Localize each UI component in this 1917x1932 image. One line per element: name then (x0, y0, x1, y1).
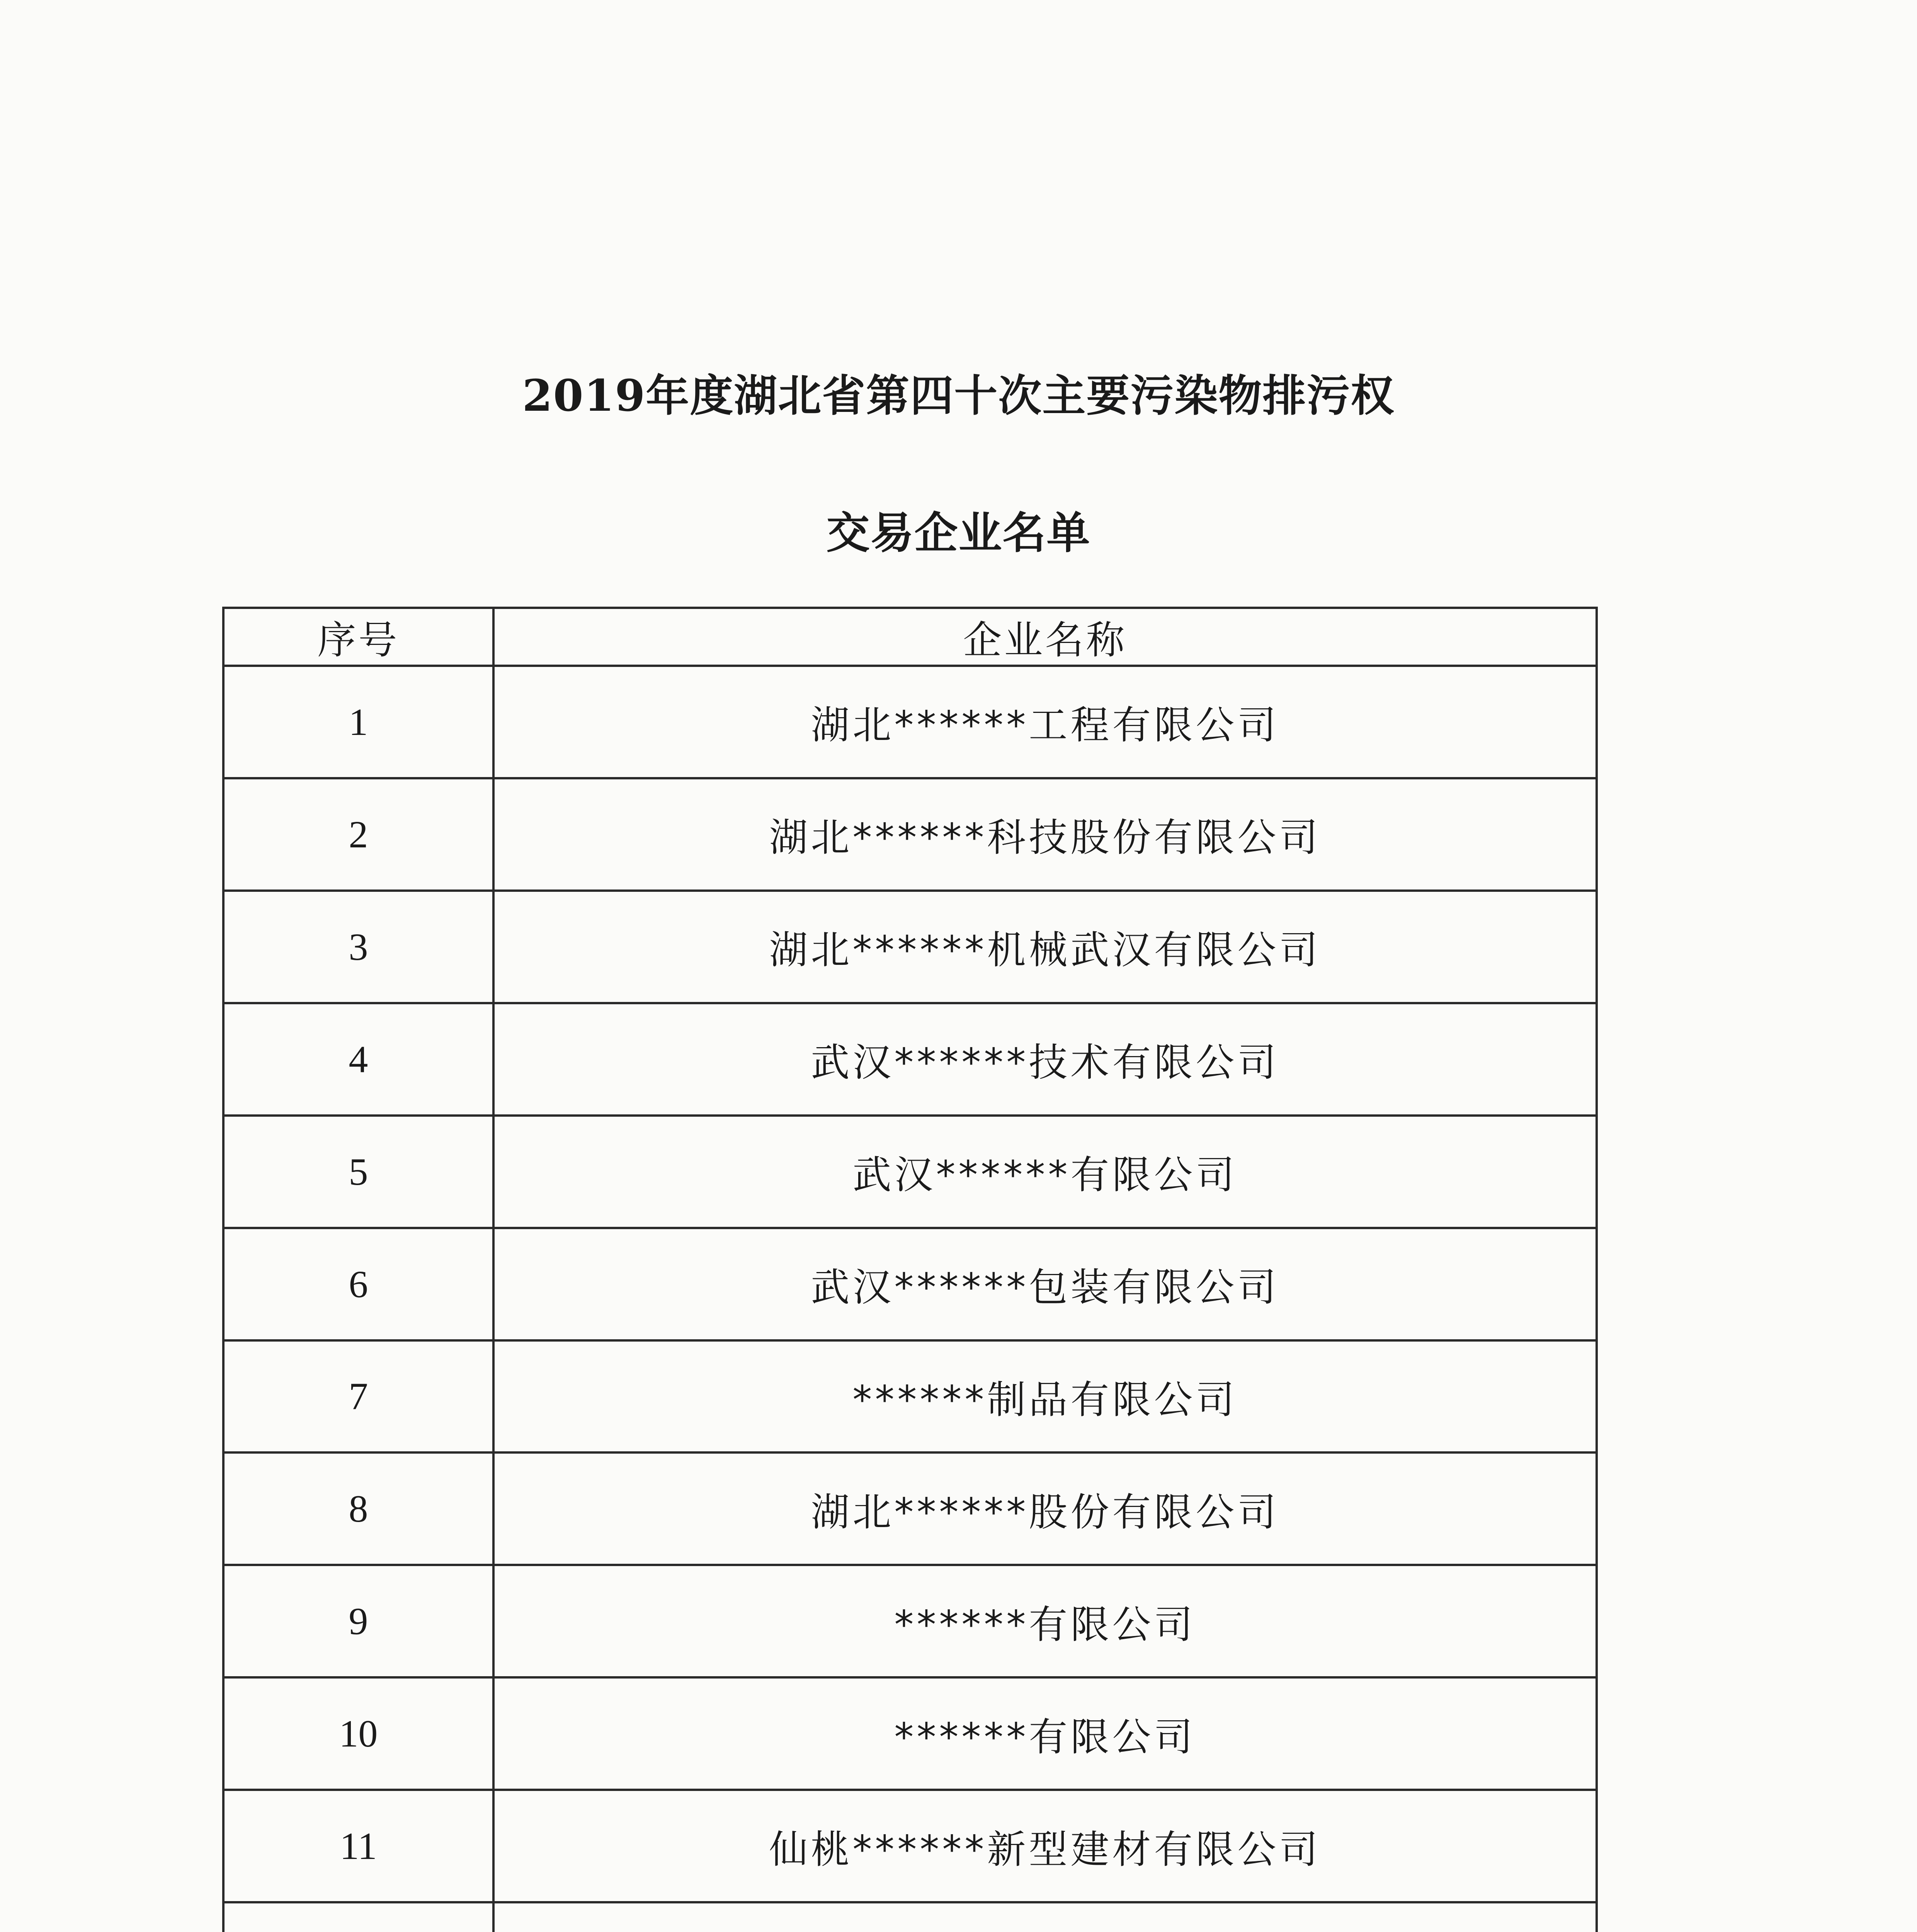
company-roster-table (222, 607, 1598, 1932)
table-row (223, 1003, 1597, 1116)
company-name-cell (493, 1902, 1597, 1932)
company-name-cell: ******制品有限公司 (493, 1340, 1597, 1453)
company-name-cell: 仙桃******新型建材有限公司 (493, 1790, 1597, 1902)
document-title-line-1: 2019年度湖北省第四十次主要污染物排污权 (522, 371, 1395, 421)
serial-number-cell: 9 (223, 1565, 493, 1677)
table-row (223, 1790, 1597, 1902)
company-name-cell: 武汉******包装有限公司 (493, 1228, 1597, 1340)
company-name-cell: 湖北******股份有限公司 (493, 1452, 1597, 1565)
table-row (223, 1116, 1597, 1228)
serial-number-cell: 11 (223, 1790, 493, 1902)
document-title-line-2: 交易企业名单 (826, 508, 1091, 558)
serial-number-cell: 5 (223, 1116, 493, 1228)
table-row (223, 891, 1597, 1003)
table-header-row (223, 608, 1597, 666)
table-body (223, 666, 1597, 1932)
serial-number-cell: 3 (223, 891, 493, 1003)
table-row (223, 778, 1597, 891)
company-name-cell: 湖北******工程有限公司 (493, 666, 1597, 778)
table-row (223, 1565, 1597, 1677)
company-name-cell: ******有限公司 (493, 1677, 1597, 1790)
company-name-cell: 湖北******科技股份有限公司 (493, 778, 1597, 891)
serial-number-cell: 7 (223, 1340, 493, 1453)
table-row (223, 1452, 1597, 1565)
header-serial-number: 序号 (223, 608, 493, 666)
serial-number-cell: 4 (223, 1003, 493, 1116)
table-row (223, 1228, 1597, 1340)
company-name-cell: 武汉******有限公司 (493, 1116, 1597, 1228)
company-name-cell: ******有限公司 (493, 1565, 1597, 1677)
table-row (223, 1340, 1597, 1453)
company-name-cell: 武汉******技术有限公司 (493, 1003, 1597, 1116)
serial-number-cell: 2 (223, 778, 493, 891)
table-row (223, 1902, 1597, 1932)
header-company-name: 企业名称 (493, 608, 1597, 666)
serial-number-cell: 6 (223, 1228, 493, 1340)
table-row (223, 666, 1597, 778)
table-row (223, 1677, 1597, 1790)
serial-number-cell: 1 (223, 666, 493, 778)
serial-number-cell: 10 (223, 1677, 493, 1790)
company-name-cell: 湖北******机械武汉有限公司 (493, 891, 1597, 1003)
serial-number-cell: 8 (223, 1452, 493, 1565)
serial-number-cell (223, 1902, 493, 1932)
